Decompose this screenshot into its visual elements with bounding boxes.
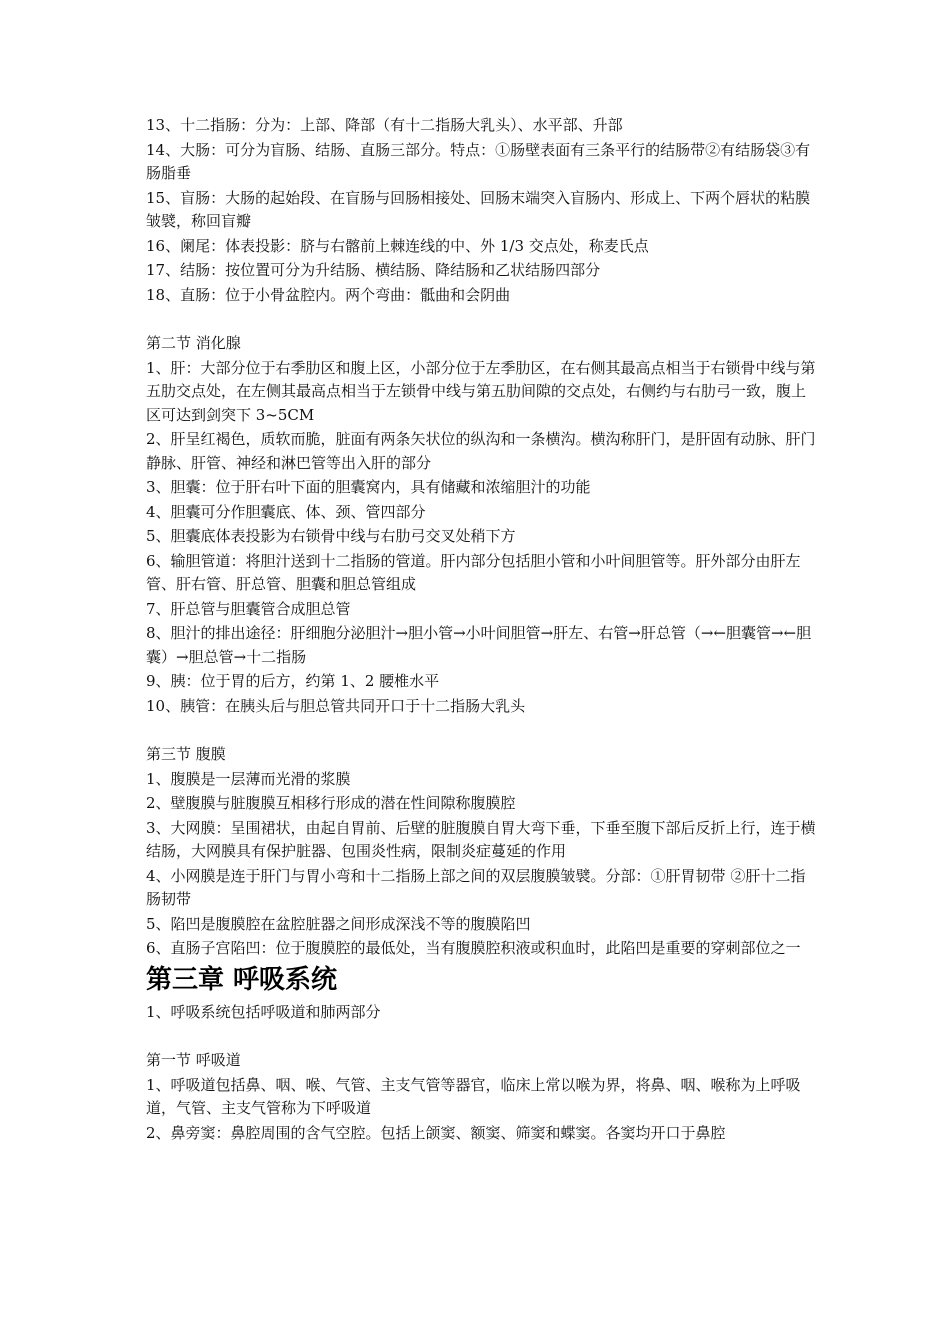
section-digestive-glands: [146, 332, 816, 718]
list-item: 17、结肠：按位置可分为升结肠、横结肠、降结肠和乙状结肠四部分: [146, 261, 601, 279]
list-item: 2、壁腹膜与脏腹膜互相移行形成的潜在性间隙称腹膜腔: [146, 794, 516, 812]
section-peritoneum: [146, 743, 816, 961]
list-item: 2、鼻旁窦：鼻腔周围的含气空腔。包括上颌窦、额窦、筛窦和蝶窦。各窦均开口于鼻腔: [146, 1123, 726, 1142]
list-item: 5、陷凹是腹膜腔在盆腔脏器之间形成深浅不等的腹膜陷凹: [146, 914, 531, 933]
list-item: 3、胆囊：位于肝右叶下面的胆囊窝内，具有储藏和浓缩胆汁的功能: [146, 478, 591, 496]
list-item: 8、胆汁的排出途径：肝细胞分泌胆汁→胆小管→小叶间胆管→肝左、右管→肝总管（→←胆囊管→←胆囊）→胆总管→十二指肠: [146, 624, 812, 666]
list-item: 15、盲肠：大肠的起始段、在盲肠与回肠相接处、回肠末端突入盲肠内、形成上、下两个唇状的粘膜皱襞，称回盲瓣: [146, 188, 811, 230]
list-item: 7、肝总管与胆囊管合成胆总管: [146, 599, 351, 618]
section-respiratory-tract: [146, 1049, 816, 1145]
list-item: 6、直肠子宫陷凹：位于腹膜腔的最低处，当有腹膜腔积液或积血时，此陷凹是重要的穿刺部位之一: [146, 939, 801, 957]
list-item: 13、十二指肠：分为：上部、降部（有十二指肠大乳头）、水平部、升部: [146, 116, 623, 134]
list-item: 14、大肠：可分为盲肠、结肠、直肠三部分。特点：①肠壁表面有三条平行的结肠带②有结肠袋③有肠脂垂: [146, 140, 811, 182]
list-item: 4、小网膜是连于肝门与胃小弯和十二指肠上部之间的双层腹膜皱襞。分部：①肝胃韧带 ②肝十二指肠韧带: [146, 866, 806, 908]
digestive-canal-list: [146, 114, 816, 307]
spacer: [146, 308, 816, 332]
list-item: 1、腹膜是一层薄而光滑的浆膜: [146, 769, 351, 788]
list-item: 3、大网膜：呈围裙状，由起自胃前、后壁的脏腹膜自胃大弯下垂，下垂至腹下部后反折上行，连于横结肠，大网膜具有保护脏器、包围炎性病，限制炎症蔓延的作用: [146, 818, 816, 860]
list-item: 10、胰管：在胰头后与胆总管共同开口于十二指肠大乳头: [146, 696, 526, 715]
section-title: 第二节 消化腺: [146, 334, 241, 352]
list-item: 16、阑尾：体表投影：脐与右髂前上棘连线的中、外 1/3 交点处，称麦氏点: [146, 236, 649, 255]
chapter-intro: 1、呼吸系统包括呼吸道和肺两部分: [146, 1002, 381, 1021]
section-title: 第一节 呼吸道: [146, 1051, 241, 1069]
spacer: [146, 719, 816, 743]
spacer: [146, 1025, 816, 1049]
list-item: 1、呼吸道包括鼻、咽、喉、气管、主支气管等器官，临床上常以喉为界，将鼻、咽、喉称为上呼吸道，气管、主支气管称为下呼吸道: [146, 1075, 801, 1117]
list-item: 2、肝呈红褐色，质软而脆，脏面有两条矢状位的纵沟和一条横沟。横沟称肝门，是肝固有动脉、肝门静脉、肝管、神经和淋巴管等出入肝的部分: [146, 430, 816, 472]
document-page: [146, 114, 816, 1146]
chapter-title: 第三章 呼吸系统: [146, 964, 338, 995]
section-title: 第三节 腹膜: [146, 745, 226, 763]
list-item: 4、胆囊可分作胆囊底、体、颈、管四部分: [146, 502, 426, 521]
list-item: 9、胰：位于胃的后方，约第 1、2 腰椎水平: [146, 672, 440, 690]
list-item: 1、肝：大部分位于右季肋区和腹上区，小部分位于左季肋区，在右侧其最高点相当于右锁骨中线与第五肋交点处，在左侧其最高点相当于左锁骨中线与第五肋间隙的交点处，右侧约与右肋弓一致，腹上区可达到剑突下 3~5CM: [146, 358, 816, 424]
list-item: 6、输胆管道：将胆汁送到十二指肠的管道。肝内部分包括胆小管和小叶间胆管等。肝外部分由肝左管、肝右管、肝总管、胆囊和胆总管组成: [146, 551, 801, 593]
list-item: 18、直肠：位于小骨盆腔内。两个弯曲：骶曲和会阴曲: [146, 285, 511, 304]
list-item: 5、胆囊底体表投影为右锁骨中线与右肋弓交叉处稍下方: [146, 527, 516, 545]
